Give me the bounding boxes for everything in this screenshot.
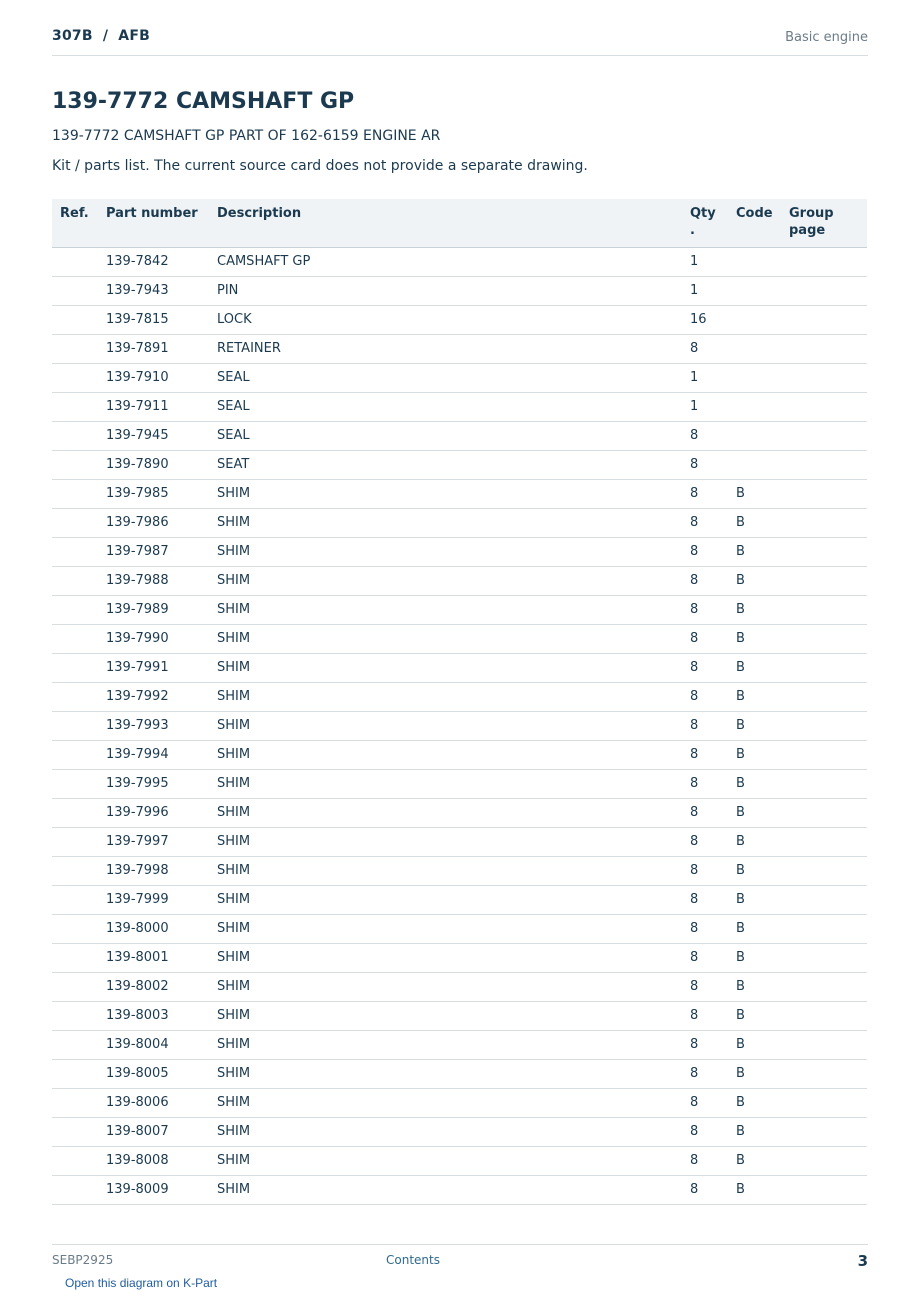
col-header-part-number: Part number <box>106 199 217 248</box>
cell-group-page <box>789 480 867 509</box>
cell-group-page <box>789 364 867 393</box>
cell-part-number: 139-7986 <box>106 509 217 538</box>
cell-code <box>736 393 789 422</box>
cell-ref <box>52 1118 106 1147</box>
section-label: Basic engine <box>785 30 868 45</box>
table-row <box>52 277 867 306</box>
cell-ref <box>52 741 106 770</box>
table-row <box>52 422 867 451</box>
cell-part-number: 139-8009 <box>106 1176 217 1205</box>
parts-table-body <box>52 248 867 1205</box>
cell-part-number: 139-7943 <box>106 277 217 306</box>
page-number: 3 <box>857 1252 868 1270</box>
table-row <box>52 248 867 277</box>
table-row <box>52 625 867 654</box>
cell-part-number: 139-7890 <box>106 451 217 480</box>
table-row <box>52 857 867 886</box>
cell-ref <box>52 1147 106 1176</box>
cell-description: SHIM <box>217 944 690 973</box>
cell-part-number: 139-8005 <box>106 1060 217 1089</box>
cell-qty: 8 <box>690 973 736 1002</box>
cell-description: SHIM <box>217 973 690 1002</box>
cell-group-page <box>789 712 867 741</box>
cell-qty: 8 <box>690 915 736 944</box>
cell-group-page <box>789 277 867 306</box>
cell-code: B <box>736 770 789 799</box>
breadcrumb: 307B / AFB <box>52 28 150 44</box>
cell-part-number: 139-7842 <box>106 248 217 277</box>
cell-qty: 8 <box>690 857 736 886</box>
cell-description: SHIM <box>217 828 690 857</box>
cell-qty: 8 <box>690 654 736 683</box>
page-subtitle: 139-7772 CAMSHAFT GP PART OF 162-6159 ENGINE AR <box>52 128 441 144</box>
cell-part-number: 139-8004 <box>106 1031 217 1060</box>
cell-ref <box>52 973 106 1002</box>
cell-description: SHIM <box>217 770 690 799</box>
cell-group-page <box>789 335 867 364</box>
table-row <box>52 944 867 973</box>
cell-part-number: 139-8002 <box>106 973 217 1002</box>
cell-group-page <box>789 944 867 973</box>
table-row <box>52 480 867 509</box>
cell-description: LOCK <box>217 306 690 335</box>
cell-qty: 8 <box>690 451 736 480</box>
cell-code <box>736 248 789 277</box>
cell-qty: 1 <box>690 364 736 393</box>
cell-description: SHIM <box>217 480 690 509</box>
cell-code: B <box>736 567 789 596</box>
cell-qty: 8 <box>690 1031 736 1060</box>
cell-part-number: 139-7911 <box>106 393 217 422</box>
col-header-group-page: Group page <box>789 199 867 248</box>
cell-part-number: 139-7998 <box>106 857 217 886</box>
cell-ref <box>52 857 106 886</box>
cell-code <box>736 335 789 364</box>
cell-group-page <box>789 1147 867 1176</box>
table-row <box>52 538 867 567</box>
cell-group-page <box>789 741 867 770</box>
cell-description: SEAL <box>217 393 690 422</box>
table-row <box>52 306 867 335</box>
cell-code: B <box>736 712 789 741</box>
cell-code: B <box>736 973 789 1002</box>
cell-part-number: 139-7995 <box>106 770 217 799</box>
parts-table <box>52 199 867 1205</box>
table-row <box>52 828 867 857</box>
cell-group-page <box>789 422 867 451</box>
cell-qty: 8 <box>690 538 736 567</box>
cell-group-page <box>789 886 867 915</box>
table-row <box>52 1060 867 1089</box>
cell-ref <box>52 1002 106 1031</box>
cell-ref <box>52 828 106 857</box>
col-header-qty: Qty . <box>690 199 736 248</box>
cell-qty: 8 <box>690 1002 736 1031</box>
cell-part-number: 139-8001 <box>106 944 217 973</box>
cell-description: SHIM <box>217 1089 690 1118</box>
cell-ref <box>52 277 106 306</box>
cell-part-number: 139-8007 <box>106 1118 217 1147</box>
cell-code: B <box>736 1176 789 1205</box>
cell-group-page <box>789 306 867 335</box>
table-row <box>52 915 867 944</box>
table-row <box>52 509 867 538</box>
cell-group-page <box>789 538 867 567</box>
cell-description: SHIM <box>217 799 690 828</box>
table-row <box>52 973 867 1002</box>
cell-ref <box>52 654 106 683</box>
cell-part-number: 139-8008 <box>106 1147 217 1176</box>
cell-qty: 8 <box>690 1176 736 1205</box>
cell-part-number: 139-7910 <box>106 364 217 393</box>
cell-code: B <box>736 828 789 857</box>
cell-part-number: 139-7987 <box>106 538 217 567</box>
cell-ref <box>52 393 106 422</box>
cell-group-page <box>789 1031 867 1060</box>
cell-ref <box>52 306 106 335</box>
cell-description: SHIM <box>217 683 690 712</box>
cell-ref <box>52 712 106 741</box>
cell-code <box>736 277 789 306</box>
table-row <box>52 567 867 596</box>
cell-ref <box>52 480 106 509</box>
cell-ref <box>52 1089 106 1118</box>
table-header-row <box>52 199 867 248</box>
cell-part-number: 139-7945 <box>106 422 217 451</box>
cell-description: SHIM <box>217 596 690 625</box>
cell-group-page <box>789 567 867 596</box>
cell-qty: 1 <box>690 277 736 306</box>
cell-code <box>736 364 789 393</box>
cell-ref <box>52 1031 106 1060</box>
cell-part-number: 139-7993 <box>106 712 217 741</box>
cell-code: B <box>736 1118 789 1147</box>
cell-ref <box>52 886 106 915</box>
cell-qty: 1 <box>690 248 736 277</box>
cell-qty: 8 <box>690 625 736 654</box>
cell-qty: 8 <box>690 509 736 538</box>
cell-group-page <box>789 596 867 625</box>
table-row <box>52 335 867 364</box>
cell-ref <box>52 248 106 277</box>
cell-code: B <box>736 538 789 567</box>
table-row <box>52 654 867 683</box>
cell-group-page <box>789 1002 867 1031</box>
cell-group-page <box>789 509 867 538</box>
cell-group-page <box>789 1176 867 1205</box>
cell-part-number: 139-7992 <box>106 683 217 712</box>
cell-qty: 8 <box>690 1060 736 1089</box>
table-row <box>52 1147 867 1176</box>
cell-description: SEAL <box>217 364 690 393</box>
cell-description: SEAL <box>217 422 690 451</box>
cell-ref <box>52 799 106 828</box>
cell-code <box>736 451 789 480</box>
cell-group-page <box>789 1089 867 1118</box>
cell-description: SHIM <box>217 1060 690 1089</box>
table-row <box>52 1089 867 1118</box>
cell-part-number: 139-8003 <box>106 1002 217 1031</box>
cell-code: B <box>736 886 789 915</box>
page-title: 139-7772 CAMSHAFT GP <box>52 89 355 114</box>
kpart-link[interactable]: Open this diagram on K-Part <box>65 1276 218 1290</box>
cell-qty: 8 <box>690 422 736 451</box>
cell-part-number: 139-7994 <box>106 741 217 770</box>
cell-part-number: 139-8000 <box>106 915 217 944</box>
cell-code: B <box>736 1089 789 1118</box>
cell-code: B <box>736 480 789 509</box>
cell-qty: 8 <box>690 828 736 857</box>
cell-description: CAMSHAFT GP <box>217 248 690 277</box>
cell-ref <box>52 538 106 567</box>
cell-description: SHIM <box>217 1002 690 1031</box>
cell-qty: 8 <box>690 683 736 712</box>
cell-description: SHIM <box>217 886 690 915</box>
cell-part-number: 139-7815 <box>106 306 217 335</box>
cell-qty: 8 <box>690 944 736 973</box>
cell-qty: 16 <box>690 306 736 335</box>
table-row <box>52 741 867 770</box>
page-header <box>52 28 868 56</box>
cell-code: B <box>736 741 789 770</box>
cell-description: SHIM <box>217 1147 690 1176</box>
cell-group-page <box>789 625 867 654</box>
cell-group-page <box>789 828 867 857</box>
cell-qty: 1 <box>690 393 736 422</box>
cell-qty: 8 <box>690 741 736 770</box>
cell-group-page <box>789 915 867 944</box>
cell-part-number: 139-7988 <box>106 567 217 596</box>
table-row <box>52 1176 867 1205</box>
source-note: Kit / parts list. The current source card does not provide a separate drawing. <box>52 158 588 174</box>
cell-description: RETAINER <box>217 335 690 364</box>
cell-code: B <box>736 1147 789 1176</box>
cell-group-page <box>789 393 867 422</box>
table-row <box>52 712 867 741</box>
cell-part-number: 139-7999 <box>106 886 217 915</box>
cell-group-page <box>789 451 867 480</box>
contents-link[interactable]: Contents <box>386 1253 440 1267</box>
cell-part-number: 139-7989 <box>106 596 217 625</box>
cell-ref <box>52 944 106 973</box>
cell-group-page <box>789 770 867 799</box>
cell-part-number: 139-7891 <box>106 335 217 364</box>
cell-description: SHIM <box>217 1176 690 1205</box>
page-footer <box>52 1244 868 1275</box>
cell-group-page <box>789 248 867 277</box>
cell-description: SHIM <box>217 509 690 538</box>
cell-code: B <box>736 654 789 683</box>
table-row <box>52 683 867 712</box>
cell-group-page <box>789 973 867 1002</box>
cell-part-number: 139-7996 <box>106 799 217 828</box>
cell-code: B <box>736 1060 789 1089</box>
cell-code: B <box>736 683 789 712</box>
table-row <box>52 393 867 422</box>
cell-group-page <box>789 1118 867 1147</box>
cell-code: B <box>736 799 789 828</box>
cell-ref <box>52 1176 106 1205</box>
cell-qty: 8 <box>690 335 736 364</box>
cell-group-page <box>789 683 867 712</box>
cell-group-page <box>789 654 867 683</box>
cell-ref <box>52 1060 106 1089</box>
cell-code <box>736 306 789 335</box>
cell-description: SHIM <box>217 1031 690 1060</box>
cell-qty: 8 <box>690 480 736 509</box>
document-id: SEBP2925 <box>52 1253 114 1267</box>
cell-part-number: 139-8006 <box>106 1089 217 1118</box>
cell-description: SHIM <box>217 712 690 741</box>
cell-ref <box>52 364 106 393</box>
cell-code: B <box>736 509 789 538</box>
cell-ref <box>52 770 106 799</box>
cell-ref <box>52 596 106 625</box>
cell-code <box>736 422 789 451</box>
cell-description: SHIM <box>217 857 690 886</box>
cell-description: SHIM <box>217 1118 690 1147</box>
col-header-code: Code <box>736 199 789 248</box>
col-header-ref: Ref. <box>52 199 106 248</box>
cell-group-page <box>789 857 867 886</box>
cell-description: SHIM <box>217 654 690 683</box>
cell-description: SEAT <box>217 451 690 480</box>
cell-qty: 8 <box>690 596 736 625</box>
cell-description: SHIM <box>217 915 690 944</box>
cell-qty: 8 <box>690 1118 736 1147</box>
table-row <box>52 1031 867 1060</box>
table-row <box>52 886 867 915</box>
cell-part-number: 139-7985 <box>106 480 217 509</box>
cell-qty: 8 <box>690 799 736 828</box>
cell-description: SHIM <box>217 567 690 596</box>
table-row <box>52 1118 867 1147</box>
table-row <box>52 451 867 480</box>
cell-qty: 8 <box>690 567 736 596</box>
cell-code: B <box>736 857 789 886</box>
col-header-description: Description <box>217 199 690 248</box>
cell-part-number: 139-7990 <box>106 625 217 654</box>
cell-description: SHIM <box>217 625 690 654</box>
table-row <box>52 596 867 625</box>
table-row <box>52 364 867 393</box>
cell-part-number: 139-7997 <box>106 828 217 857</box>
table-row <box>52 799 867 828</box>
cell-ref <box>52 509 106 538</box>
cell-code: B <box>736 1031 789 1060</box>
cell-group-page <box>789 1060 867 1089</box>
cell-ref <box>52 335 106 364</box>
cell-ref <box>52 683 106 712</box>
cell-ref <box>52 451 106 480</box>
cell-code: B <box>736 1002 789 1031</box>
cell-qty: 8 <box>690 770 736 799</box>
cell-part-number: 139-7991 <box>106 654 217 683</box>
cell-code: B <box>736 915 789 944</box>
cell-qty: 8 <box>690 712 736 741</box>
cell-ref <box>52 422 106 451</box>
cell-group-page <box>789 799 867 828</box>
cell-ref <box>52 625 106 654</box>
cell-description: SHIM <box>217 741 690 770</box>
cell-code: B <box>736 596 789 625</box>
cell-ref <box>52 567 106 596</box>
cell-qty: 8 <box>690 1089 736 1118</box>
cell-code: B <box>736 944 789 973</box>
cell-description: SHIM <box>217 538 690 567</box>
cell-qty: 8 <box>690 886 736 915</box>
cell-ref <box>52 915 106 944</box>
cell-qty: 8 <box>690 1147 736 1176</box>
table-row <box>52 1002 867 1031</box>
table-row <box>52 770 867 799</box>
cell-description: PIN <box>217 277 690 306</box>
cell-code: B <box>736 625 789 654</box>
